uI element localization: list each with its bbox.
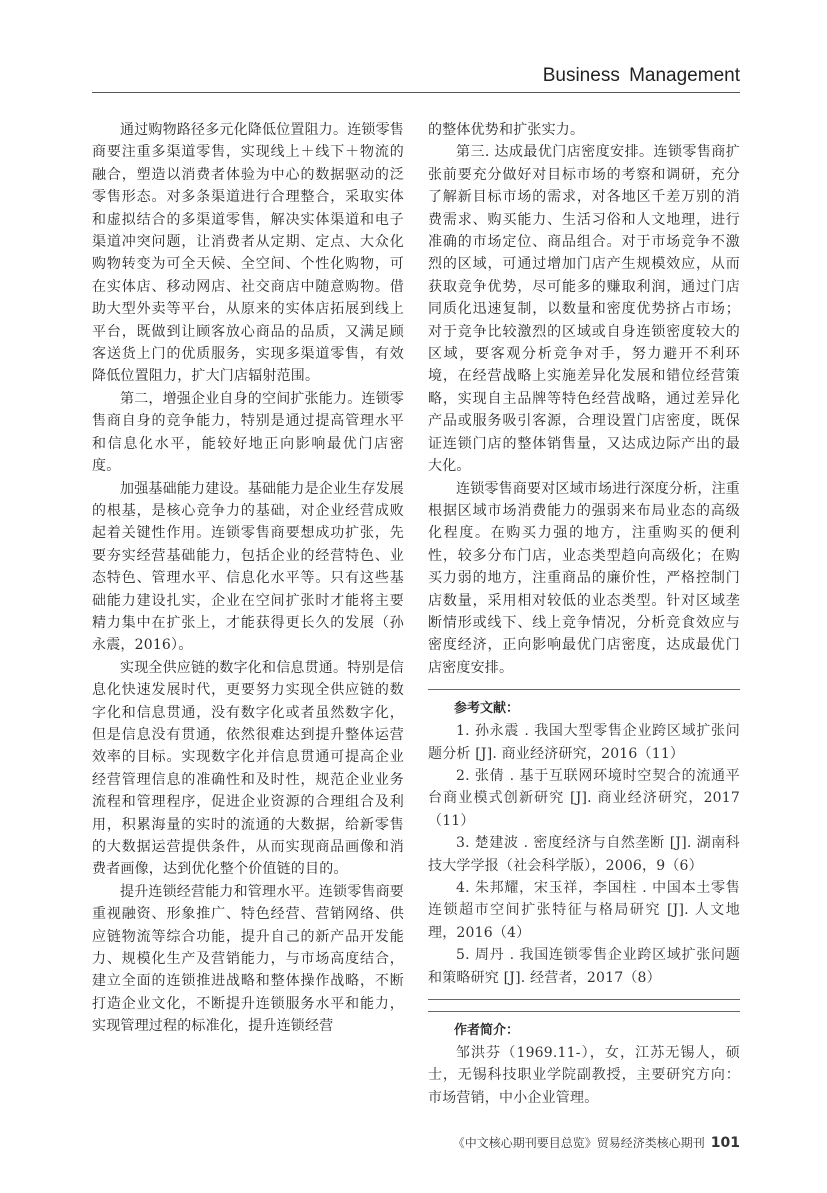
page-number: 101 — [710, 1135, 740, 1152]
body-paragraph: 第三. 达成最优门店密度安排。连锁零售商扩张前要充分做好对目标市场的考察和调研，充分了解新目标市场的需求，对各地区千差万别的消费需求、购买能力、生活习俗和人文地理，进行准确的市场定位、商品组合。对于市场竞争不激烈的区域，可通过增加门店产生规模效应，从而获取竞争优势，尽可能多的赚取利润，通过门店同质化迅速复制，以数量和密度优势挤占市场；对于竞争比较激烈的区域或自身连锁密度较大的区域，要客观分析竞争对手，努力避开不利环境，在经营战略上实施差异化发展和错位经营策略，实现自主品牌等特色经营战略，通过差异化产品或服务吸引客源，合理设置门店密度，既保证连锁门店的整体销售量，又达成边际产出的最大化。 — [428, 144, 740, 475]
body-paragraph: 的整体优势和扩张实力。 — [428, 122, 585, 138]
journal-note: 《中文核心期刊要目总览》贸易经济类核心期刊 — [452, 1136, 705, 1151]
header-rule — [92, 92, 740, 93]
body-paragraph: 通过购物路径多元化降低位置阻力。连锁零售商要注重多渠道零售，实现线上＋线下＋物流的融合，塑造以消费者体验为中心的数据驱动的泛零售形态。对多条渠道进行合理整合，采取实体和虚拟结合的多渠道零售，解决实体渠道和电子渠道冲突问题，让消费者从定期、定点、大众化购物转变为可全天候、全空间、个性化购物，可在实体店、移动网店、社交商店中随意购物。借助大型外卖等平台，从原来的实体店拓展到线上平台，既做到让顾客放心商品的品质，又满足顾客送货上门的优质服务，实现多渠道零售，有效降低位置阻力，扩大门店辐射范围。 — [92, 122, 404, 385]
page-spacer — [92, 1109, 740, 1133]
body-columns — [92, 119, 740, 1109]
body-paragraph: 加强基础能力建设。基础能力是企业生存发展的根基，是核心竞争力的基础，对企业经营成败起着关键性作用。连锁零售商要想成功扩张，先要夯实经营基础能力，包括企业的经营特色、业态特色、管理水平、信息化水平等。只有这些基础能力建设扎实，企业在空间扩张时才能将主要精力集中在扩张上，才能获得更长久的发展（孙永震，2016）。 — [92, 480, 404, 654]
reference-item: 4. 朱邦耀，宋玉祥，李国柱 . 中国本土零售连锁超市空间扩张特征与格局研究 [J]. 人文地理，2016（4） — [428, 880, 740, 941]
body-paragraph: 第二，增强企业自身的空间扩张能力。连锁零售商自身的竞争能力，特别是通过提高管理水平和信息化水平，能较好地正向影响最优门店密度。 — [92, 390, 404, 475]
right-column — [428, 119, 740, 1109]
page-footer — [92, 1133, 740, 1153]
reference-item: 2. 张倩 . 基于互联网环境时空契合的流通平台商业模式创新研究 [J]. 商业经济研究，2017（11） — [428, 767, 740, 829]
references-section — [428, 689, 740, 1000]
body-paragraph: 实现全供应链的数字化和信息贯通。特别是信息化快速发展时代，更要努力实现全供应链的数字化和信息贯通，没有数字化或者虽然数字化，但是信息没有贯通，依然很难达到提升整体运营效率的目标。实现数字化并信息贯通可提高企业经营管理信息的准确性和及时性，规范企业业务流程和管理程序，促进企业资源的合理组合及利用，积累海量的实时的流通的大数据，给新零售的大数据运营提供条件，从而实现商品画像和消费者画像，达到优化整个价值链的目的。 — [92, 659, 404, 878]
reference-item: 3. 楚建波 . 密度经济与自然垄断 [J]. 湖南科技大学学报（社会科学版），2006，9（6） — [428, 835, 740, 874]
body-paragraph: 提升连锁经营能力和管理水平。连锁零售商要重视融资、形象推广、特色经营、营销网络、供应链物流等综合功能，提升自己的新产品开发能力、规模化生产及营销能力，与市场高度结合，建立全面的连锁推进战略和整体操作战略，不断打造企业文化，不断提升连锁服务水平和能力，实现管理过程的标准化，提升连锁经营 — [92, 883, 404, 1035]
references-title: 参考文献： — [454, 701, 520, 717]
reference-item: 1. 孙永震 . 我国大型零售企业跨区域扩张问题分析 [J]. 商业经济研究，2016（11） — [428, 723, 740, 762]
author-bio: 邹洪芬（1969.11-），女，江苏无锡人，硕士，无锡科技职业学院副教授，主要研究方向：市场营销，中小企业管理。 — [428, 1045, 740, 1106]
left-column — [92, 119, 404, 1038]
author-section — [428, 1011, 740, 1109]
body-paragraph: 连锁零售商要对区域市场进行深度分析，注重根据区域市场消费能力的强弱来布局业态的高级化程度。在购买力强的地方，注重购买的便利性，较多分布门店，业态类型趋向高级化；在购买力弱的地方，注重商品的廉价性，严格控制门店数量，采用相对较低的业态类型。针对区域垄断情形或线下、线上竞争情况，分析竞食效应与密度经济，正向影响最优门店密度，达成最优门店密度安排。 — [428, 480, 740, 676]
reference-item: 5. 周丹 . 我国连锁零售企业跨区域扩张问题和策略研究 [J]. 经营者，2017（8） — [428, 947, 740, 986]
author-title: 作者简介： — [454, 1023, 520, 1039]
running-title: Business Management — [542, 65, 740, 86]
